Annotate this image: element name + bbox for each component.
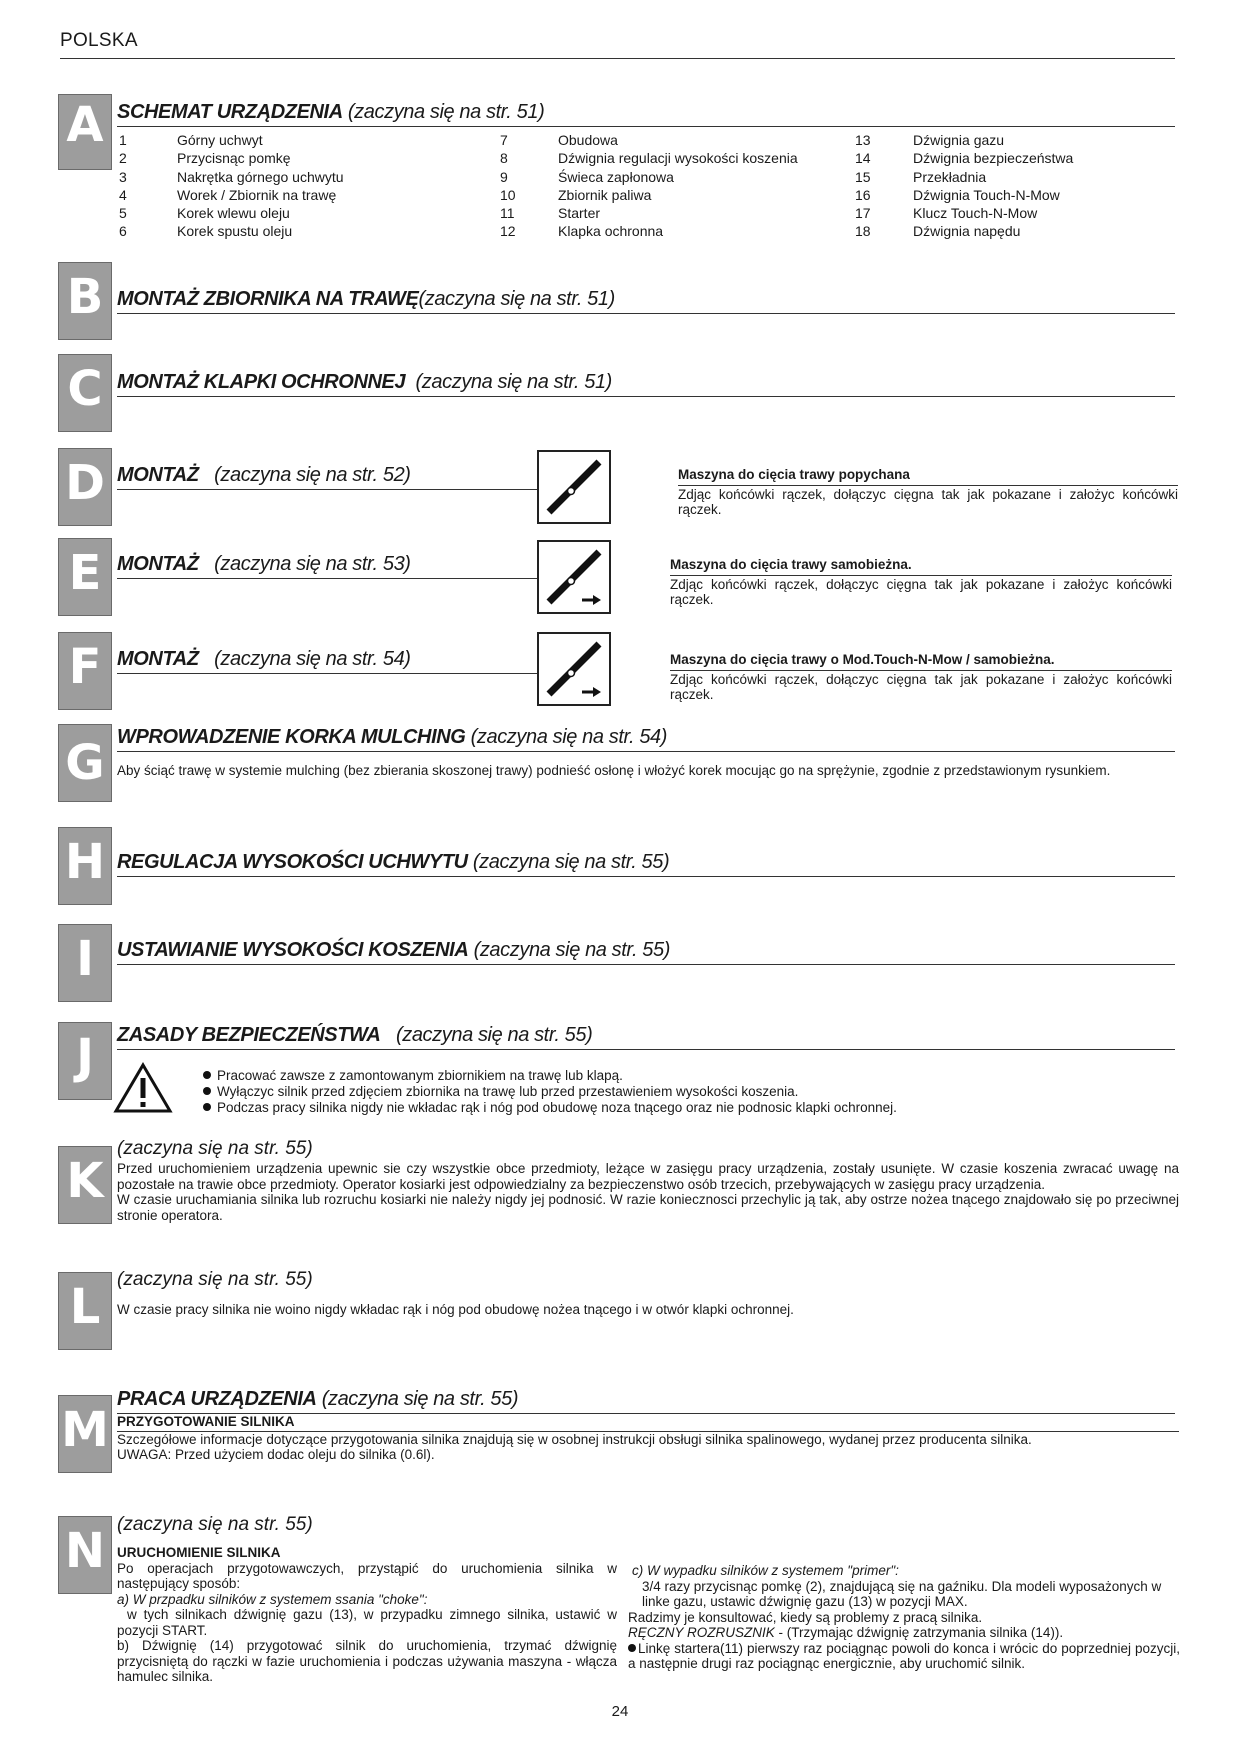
list-item: Pracować zawsze z zamontowanym zbiornikiem na trawę lub klapą. [203, 1068, 1163, 1084]
instruction-body: 3/4 razy przycisnąc pomkę (2), znajdującą się na gaźniku. Dla modeli wyposażonych w linke gazu, ustawic dźwignię gazu (13) w pozycji MAX. [642, 1578, 1162, 1609]
machine-heading: Maszyna do cięcia trawy o Mod.Touch-N-Mow / samobieżna. [670, 652, 1172, 671]
part-list-item [500, 205, 798, 223]
instruction-body: Po operacjach przygotowawczych, przystąpić do uruchomienia silnika w następujący sposób: [117, 1560, 617, 1591]
part-label: Dźwignia regulacji wysokości koszenia [558, 150, 798, 167]
section-title: MONTAŻ ZBIORNIKA NA TRAWĘ(zaczyna się na str. 51) [117, 288, 615, 310]
section-text [117, 1268, 1179, 1318]
instruction-body: Przed uruchomieniem urządzenia upewnic sie czy wszystkie obce przedmioty, leżące w zasięgu pracy urządzenia, zostały usunięte. W czasie koszenia zwracać uwagę na pozostałe na trawie obce przedmioty. Operator kosiarki jest odpowiedzialny za bezpieczenstwo osób trzecich, przebywających w zasięgu pracy urządzenia. [117, 1161, 1179, 1192]
part-list-item [119, 205, 344, 223]
part-label: Dźwignia napędu [913, 223, 1021, 240]
section-letter-badge: B [58, 262, 112, 340]
instruction-body: w tych silnikach dźwignię gazu (13), w przypadku zimnego silnika, ustawić w pozycji START. [117, 1607, 617, 1638]
section-title-row [117, 1389, 1175, 1414]
part-label: Korek wlewu oleju [177, 205, 290, 222]
section-letter-badge: H [58, 827, 112, 905]
section-text [670, 557, 1172, 608]
section-title: MONTAŻ (zaczyna się na str. 53) [117, 553, 411, 575]
instruction-body: RĘCZNY ROZRUSZNIK - (Trzymając dźwignię zatrzymania silnika (14)). [628, 1625, 1064, 1640]
instruction-body: W czasie uruchamiania silnika lub rozruchu kosiarki nie należy nigdy jej podnosić. W razie koniecznosci przechylic ją tak, aby ostrze nożea tnącego znajdowało się po przeciwnej stronie operatora. [117, 1192, 1179, 1223]
part-number: 13 [855, 132, 871, 148]
section-title: PRACA URZĄDZENIA (zaczyna się na str. 55) [117, 1388, 519, 1410]
part-number: 6 [119, 223, 127, 240]
section-title: ZASADY BEZPIECZEŃSTWA (zaczyna się na str. 55) [117, 1024, 593, 1046]
part-list-item [855, 132, 1073, 150]
part-label: Starter [558, 205, 601, 222]
section-title-row [117, 647, 544, 674]
part-number: 18 [855, 223, 871, 240]
safety-bullet-list [203, 1068, 1163, 1116]
language-label: POLSKA [60, 30, 138, 51]
part-label: Górny uchwyt [177, 132, 263, 148]
section-text [670, 652, 1172, 703]
section-title: USTAWIANIE WYSOKOŚCI KOSZENIA (zaczyna się na str. 55) [117, 939, 670, 961]
section-letter-badge: N [58, 1516, 112, 1594]
part-label: Worek / Zbiornik na trawę [177, 186, 337, 203]
page-number: 24 [611, 1703, 629, 1720]
section-title-row [117, 370, 1175, 397]
part-number: 9 [500, 168, 508, 185]
section-letter-badge: I [58, 924, 112, 1002]
section-title-row [117, 725, 1175, 752]
cable-link-icon [539, 452, 609, 522]
part-label: Dźwignia bezpieczeństwa [913, 150, 1074, 167]
part-list-item [119, 187, 344, 205]
part-label: Korek spustu oleju [177, 223, 293, 240]
section-ref: (zaczyna się na str. 55) [117, 1514, 313, 1535]
section-title-row [117, 850, 1175, 877]
instruction-body: Zdjąc końcówki rączek, dołączyc cięgna tak jak pokazane i założyc końcówki rączek. [678, 486, 1178, 517]
section-letter-badge: J [58, 1022, 112, 1100]
part-label: Zbiornik paliwa [558, 186, 652, 203]
list-item: Wyłączyc silnik przed zdjęciem zbiornika na trawę lub przed przestawieniem wysokości koszenia. [203, 1084, 1163, 1100]
section-text-left [117, 1513, 617, 1685]
part-list-item [855, 223, 1073, 241]
section-text [117, 1414, 1179, 1463]
instruction-body: b) Dźwignię (14) przygotować silnik do uruchomienia, trzymać dźwignię przycisniętą do rączki w fazie uruchomienia i podczas używania maszyna - włącza hamulec silnika. [117, 1638, 617, 1684]
section-text [678, 467, 1178, 518]
part-list-item [119, 150, 344, 168]
instruction-note: UWAGA: Przed użyciem dodac oleju do silnika (0.6l). [117, 1447, 435, 1462]
part-number: 10 [500, 186, 516, 203]
instruction-step-label: c) W wypadku silników z systemem "primer": [632, 1563, 899, 1578]
part-label: Przekładnia [913, 168, 987, 185]
part-list-item [855, 169, 1073, 187]
part-label: Świeca zapłonowa [558, 168, 674, 185]
part-label: Dźwignia gazu [913, 132, 1005, 148]
section-letter-badge: C [58, 354, 112, 432]
part-label: Dźwignia Touch-N-Mow [913, 186, 1060, 203]
instruction-body: W czasie pracy silnika nie woino nigdy wkładac rąk i nóg pod obudowę nożea tnącego i w otwór klapki ochronnej. [117, 1302, 794, 1317]
part-number: 14 [855, 150, 871, 167]
subheading: PRZYGOTOWANIE SILNIKA [117, 1414, 1179, 1432]
section-letter-badge: A [58, 94, 112, 170]
section-title: SCHEMAT URZĄDZENIA (zaczyna się na str. 51) [117, 101, 545, 123]
part-number: 7 [500, 132, 508, 148]
instruction-body: Radzimy je konsultować, kiedy są problemy z pracą silnika. [628, 1609, 983, 1625]
section-title-row [117, 938, 1175, 965]
part-number: 8 [500, 150, 508, 167]
machine-heading: Maszyna do cięcia trawy samobieżna. [670, 557, 1172, 576]
section-title: MONTAŻ (zaczyna się na str. 54) [117, 648, 411, 670]
page-header [60, 30, 1175, 59]
section-title-row [117, 1023, 1175, 1050]
part-number: 2 [119, 150, 127, 167]
part-label: Obudowa [558, 132, 618, 148]
list-item: Podczas pracy silnika nigdy nie wkładac rąk i nóg pod obudowę noza tnącego oraz nie podnosic klapki ochronnej. [203, 1100, 1163, 1116]
section-letter-badge: L [58, 1272, 112, 1350]
part-number: 11 [500, 205, 515, 222]
part-list-item [500, 223, 798, 241]
section-title: WPROWADZENIE KORKA MULCHING (zaczyna się na str. 54) [117, 726, 668, 748]
subheading: URUCHOMIENIE SILNIKA [117, 1545, 281, 1560]
part-list-item [500, 169, 798, 187]
machine-heading: Maszyna do cięcia trawy popychana [678, 467, 1178, 486]
part-number: 5 [119, 205, 127, 222]
part-label: Przycisnąc pomkę [177, 150, 291, 167]
part-list-item [855, 205, 1073, 223]
part-number: 17 [855, 205, 871, 222]
section-title-row [117, 287, 1175, 314]
section-letter-badge: F [58, 632, 112, 710]
part-label: Nakrętka górnego uchwytu [177, 168, 344, 185]
part-list-item [500, 132, 798, 150]
part-list-item [119, 132, 344, 150]
handle-cable-diagram [537, 450, 611, 524]
section-text-right [628, 1563, 1180, 1672]
part-number: 15 [855, 168, 871, 185]
section-title-row [117, 100, 1175, 127]
part-number: 12 [500, 223, 516, 240]
part-label: Klucz Touch-N-Mow [913, 205, 1038, 222]
section-title: REGULACJA WYSOKOŚCI UCHWYTU (zaczyna się na str. 55) [117, 851, 670, 873]
section-title-row [117, 463, 544, 490]
part-number: 3 [119, 168, 127, 185]
cable-link-drive-icon [539, 634, 609, 704]
instruction-body: Szczegółowe informacje dotyczące przygotowania silnika znajdują się w osobnej instrukcji obsługi silnika spalinowego, wydanej przez producenta silnika. [117, 1431, 1032, 1447]
handle-cable-diagram [537, 632, 611, 706]
section-ref: (zaczyna się na str. 55) [117, 1138, 313, 1159]
part-list-item [500, 187, 798, 205]
section-text [117, 1137, 1179, 1223]
instruction-step-label: a) W przpadku silników z systemem ssania "choke": [117, 1591, 428, 1607]
section-title: MONTAŻ (zaczyna się na str. 52) [117, 464, 411, 486]
part-label: Klapka ochronna [558, 223, 664, 240]
part-list-item [500, 150, 798, 168]
instruction-body: Linkę startera(11) pierwszy raz pociągnąc powoli do konca i wrócic do poprzedniej pozycji, a następnie drugi raz pociągnąc energicznie, aby uruchomić silnik. [628, 1640, 1180, 1671]
cable-link-drive-icon [539, 542, 609, 612]
part-number: 16 [855, 186, 871, 203]
part-number: 4 [119, 186, 127, 203]
part-list-item [119, 223, 344, 241]
part-list-item [855, 187, 1073, 205]
section-title-row [117, 552, 544, 579]
instruction-body: Zdjąc końcówki rączek, dołączyc cięgna tak jak pokazane i założyc końcówki rączek. [670, 576, 1172, 607]
section-letter-badge: M [58, 1395, 112, 1473]
part-list-item [855, 150, 1073, 168]
part-list-item [119, 169, 344, 187]
section-title: MONTAŻ KLAPKI OCHRONNEJ (zaczyna się na str. 51) [117, 371, 612, 393]
handle-cable-diagram [537, 540, 611, 614]
section-letter-badge: D [58, 448, 112, 526]
section-ref: (zaczyna się na str. 55) [117, 1269, 313, 1290]
section-letter-badge: K [58, 1146, 112, 1224]
section-letter-badge: G [58, 724, 112, 802]
instruction-body: Zdjąc końcówki rączek, dołączyc cięgna tak jak pokazane i założyc końcówki rączek. [670, 671, 1172, 702]
warning-triangle-icon [113, 1062, 173, 1114]
section-letter-badge: E [58, 538, 112, 616]
instruction-body: Aby ściąć trawę w systemie mulching (bez zbierania skoszonej trawy) podnieść osłonę i włożyć korek mocując go na sprężynie, zgodnie z przedstawionym rysunkiem. [117, 763, 1111, 778]
part-number: 1 [119, 132, 127, 148]
